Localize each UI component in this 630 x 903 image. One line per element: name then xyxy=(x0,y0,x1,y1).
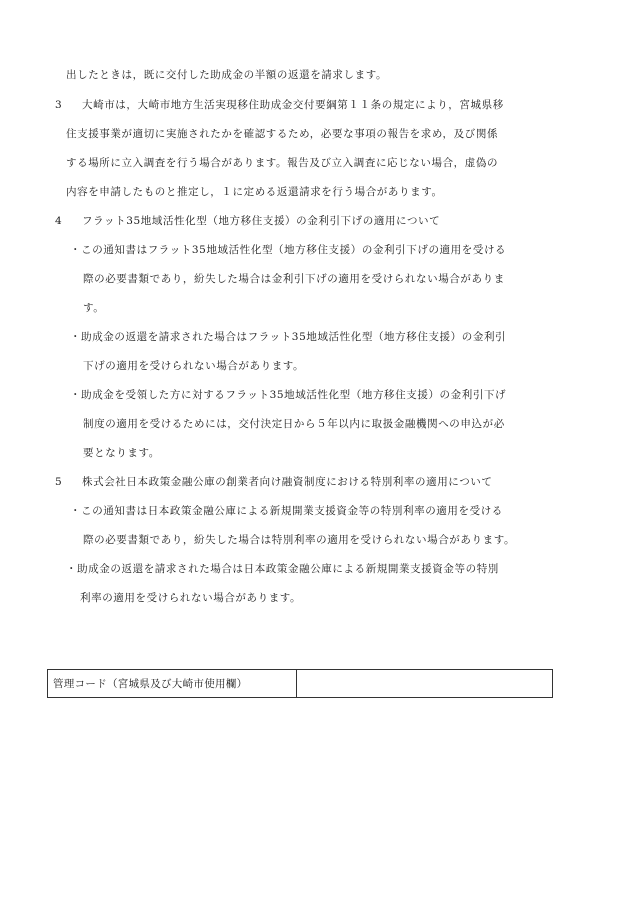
management-code-table xyxy=(47,669,553,698)
management-code-field[interactable] xyxy=(297,670,552,697)
item-5-bullet-line: 利率の適用を受けられない場合があります。 xyxy=(80,592,302,604)
item-5-bullet-line: ・この通知書は日本政策金融公庫による新規開業支援資金等の特別利率の適用を受ける xyxy=(70,505,503,517)
item-5-bullet-line: ・助成金の返還を請求された場合は日本政策金融公庫による新規開業支援資金等の特別 xyxy=(66,563,499,575)
item-3-line: 住支援事業が適切に実施されたかを確認するため，必要な事項の報告を求め，及び関係 xyxy=(66,128,499,140)
prev-paragraph-line: 出したときは，既に交付した助成金の半額の返還を請求します。 xyxy=(66,69,388,81)
item-5-number: 5 xyxy=(55,476,62,488)
item-5-bullet-line: 際の必要書類であり，紛失した場合は特別利率の適用を受けられない場合があります。 xyxy=(83,534,516,546)
item-3-number: 3 xyxy=(55,99,62,111)
item-5-heading: 株式会社日本政策金融公庫の創業者向け融資制度における特別利率の適用について xyxy=(82,476,493,488)
item-4-bullet-line: ・助成金を受領した方に対するフラット35地域活性化型（地方移住支援）の金利引下げ xyxy=(70,389,507,401)
item-4-bullet-line: 制度の適用を受けるためには，交付決定日から５年以内に取扱金融機関への申込が必 xyxy=(83,418,505,430)
item-4-bullet-line: ・この通知書はフラット35地域活性化型（地方移住支援）の金利引下げの適用を受ける xyxy=(70,244,507,256)
management-code-label: 管理コード（宮城県及び大崎市使用欄） xyxy=(48,670,297,697)
item-4-bullet-line: 下げの適用を受けられない場合があります。 xyxy=(83,360,305,372)
item-3-line: 内容を申請したものと推定し，１に定める返還請求を行う場合があります。 xyxy=(66,186,443,198)
item-3-line: する場所に立入調査を行う場合があります。報告及び立入調査に応じない場合，虚偽の xyxy=(66,157,499,169)
item-4-heading: フラット35地域活性化型（地方移住支援）の金利引下げの適用について xyxy=(82,215,441,227)
item-4-bullet-line: 要となります。 xyxy=(83,447,160,459)
item-4-bullet-line: す。 xyxy=(83,302,105,314)
item-3-line: 大崎市は，大崎市地方生活実現移住助成金交付要綱第１１条の規定により，宮城県移 xyxy=(82,99,504,111)
item-4-bullet-line: 際の必要書類であり，紛失した場合は金利引下げの適用を受けられない場合がありま xyxy=(83,273,505,285)
item-4-bullet-line: ・助成金の返還を請求された場合はフラット35地域活性化型（地方移住支援）の金利引 xyxy=(70,331,507,343)
item-4-number: 4 xyxy=(55,215,62,227)
